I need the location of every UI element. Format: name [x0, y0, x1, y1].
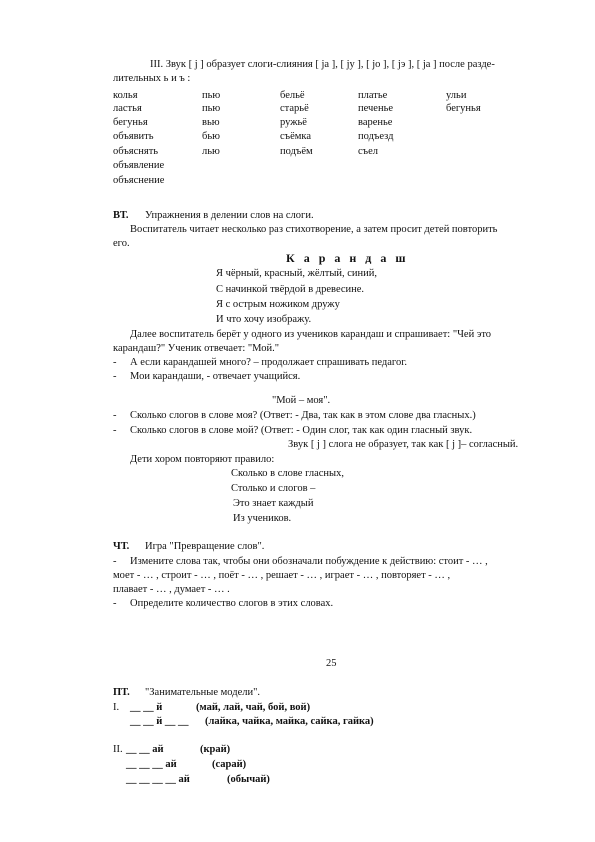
task-cht-item1-line3: плавает - … , думает - … . — [113, 584, 230, 595]
rule-line: Столько и слогов – — [231, 483, 316, 494]
section3-line1: III. Звук [ j ] образует слоги-слияния [ ja ], [ jy ], [ jo ], [ jэ ], [ ja ] после разде- — [150, 59, 495, 70]
word-cell: ружьё — [280, 117, 307, 128]
dash-bullet: - — [113, 556, 117, 567]
word-cell: печенье — [358, 103, 394, 114]
task-vt-intro-line1: Воспитатель читает несколько раз стихотворение, а затем просит детей повторить — [130, 224, 498, 235]
word-cell: бегунья — [446, 103, 481, 114]
word-cell: объяснение — [113, 175, 165, 186]
poem-title: К а р а н д а ш — [286, 251, 409, 265]
word-cell: ластья — [113, 103, 142, 114]
task-vt-label: ВТ. — [113, 210, 129, 221]
model2b-pattern: __ __ __ ай — [126, 759, 177, 770]
word-cell: объяснять — [113, 146, 159, 157]
word-cell: старьё — [280, 103, 309, 114]
model1b-words: (лайка, чайка, майка, сайка, гайка) — [205, 716, 374, 727]
page-number: 25 — [326, 658, 337, 669]
dialog-line2: карандаш?" Ученик отвечает: "Мой." — [113, 343, 280, 354]
poem-line: Я чёрный, красный, жёлтый, синий, — [216, 268, 378, 279]
task-cht-label: ЧТ. — [113, 541, 130, 552]
model1-label: I. — [113, 702, 120, 713]
word-cell: бью — [202, 131, 220, 142]
dash-bullet: - — [113, 425, 117, 436]
model1b-pattern: __ __ й __ __ — [130, 716, 189, 727]
word-cell: пью — [202, 103, 221, 114]
poem-line: И что хочу изображу. — [216, 314, 312, 325]
word-cell: бегунья — [113, 117, 148, 128]
word-cell: пью — [202, 90, 221, 101]
task-cht-item1-line2: моет - … , строит - … , поёт - … , решает - … , играет - … , повторяет - … , — [113, 570, 451, 581]
dialog-line1: Далее воспитатель берёт у одного из учеников карандаш и спрашивает: "Чей это — [130, 329, 492, 340]
dash-bullet: - — [113, 410, 117, 421]
rule-intro: Дети хором повторяют правило: — [130, 454, 275, 465]
model2c-words: (обычай) — [227, 774, 270, 785]
model1-pattern: __ __ й — [130, 702, 163, 713]
model1-words: (май, лай, чай, бой, вой) — [196, 702, 311, 713]
rule-line: Это знает каждый — [233, 498, 314, 509]
word-cell: объявить — [113, 131, 154, 142]
section3-line2: лительных ь и ъ : — [113, 73, 191, 84]
word-cell: лью — [202, 146, 220, 157]
task-pt-label: ПТ. — [113, 687, 130, 698]
task-vt-intro-line2: его. — [113, 238, 130, 249]
task-pt-title: "Занимательные модели". — [145, 687, 261, 698]
moy-moya-item: Сколько слогов в слове мой? (Ответ: - Один слог, так как один гласный звук. — [130, 425, 473, 436]
model2-label: II. — [113, 744, 123, 755]
model2-pattern: __ __ ай — [126, 744, 164, 755]
rule-line: Сколько в слове гласных, — [231, 468, 344, 479]
dash-bullet: - — [113, 371, 117, 382]
dash-bullet: - — [113, 598, 117, 609]
rule-line: Из учеников. — [233, 513, 292, 524]
word-cell: съёмка — [280, 131, 311, 142]
task-cht-title: Игра "Превращение слов". — [145, 541, 265, 552]
model2-words: (край) — [200, 744, 231, 755]
dialog-item: Мои карандаши, - отвечает учащийся. — [130, 371, 301, 382]
task-cht-item2: Определите количество слогов в этих словах. — [130, 598, 334, 609]
word-cell: подъём — [280, 146, 313, 157]
model2c-pattern: __ __ __ __ ай — [126, 774, 190, 785]
dash-bullet: - — [113, 357, 117, 368]
word-cell: варенье — [358, 117, 393, 128]
poem-line: С начинкой твёрдой в древесине. — [216, 284, 365, 295]
word-cell: съел — [358, 146, 378, 157]
word-cell: колья — [113, 90, 138, 101]
task-cht-item1-line1: Измените слова так, чтобы они обозначали побуждение к действию: стоит - … , — [130, 556, 488, 567]
word-cell: ульи — [446, 90, 467, 101]
model2b-words: (сарай) — [212, 759, 247, 770]
poem-line: Я с острым ножиком дружу — [216, 299, 340, 310]
word-cell: объявление — [113, 160, 165, 171]
moy-moya-title: "Мой – моя". — [272, 395, 331, 406]
task-vt-title: Упражнения в делении слов на слоги. — [145, 210, 314, 221]
moy-moya-item: Сколько слогов в слове моя? (Ответ: - Два, так как в этом слове два гласных.) — [130, 410, 476, 421]
word-cell: платье — [358, 90, 388, 101]
dialog-item: А если карандашей много? – продолжает спрашивать педагог. — [130, 357, 407, 368]
word-cell: вью — [202, 117, 220, 128]
word-cell: подъезд — [358, 131, 394, 142]
word-cell: бельё — [280, 90, 305, 101]
moy-moya-note: Звук [ j ] слога не образует, так как [ j ]– согласный. — [288, 439, 519, 450]
